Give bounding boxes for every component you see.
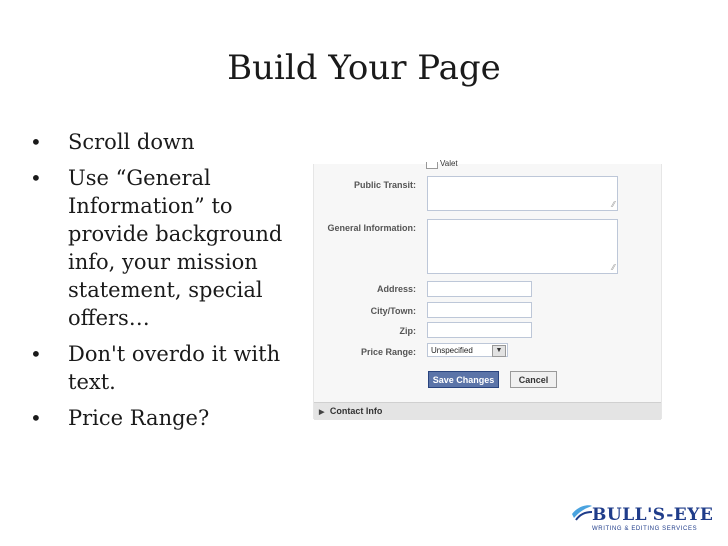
expand-arrow-icon[interactable]: ▶ [319,409,325,416]
bullet-dot-icon: • [30,342,42,366]
bullet-text: Use “General Information” to provide background info, your mission statement, special offers… [68,166,283,330]
bullet-text: Price Range? [68,406,210,430]
address-label: Address: [376,284,416,294]
logo-tagline: WRITING & EDITING SERVICES [592,526,698,532]
save-changes-button[interactable]: Save Changes [428,371,499,388]
bullet-item [28,404,288,432]
contact-info-section[interactable] [314,402,661,420]
bullet-text: Don't overdo it with text. [68,342,281,394]
resize-grip-icon[interactable]: ⁄⁄ [612,200,615,209]
address-input[interactable] [427,281,532,297]
bullet-dot-icon: • [30,130,42,154]
price-range-label: Price Range: [360,347,416,357]
zip-label: Zip: [399,326,416,336]
resize-grip-icon[interactable]: ⁄⁄ [612,263,615,272]
bullet-list [28,128,288,440]
general-information-textarea[interactable] [427,219,618,274]
public-transit-label: Public Transit: [353,180,416,190]
contact-info-label: Contact Info [329,406,383,416]
bullet-dot-icon: • [30,406,42,430]
bullet-item [28,340,288,396]
price-range-value: Unspecified [431,346,473,355]
zip-input[interactable] [427,322,532,338]
valet-label: Valet [440,159,458,168]
page-info-form [313,159,662,419]
logo-wordmark: BULL'S-EYE [592,505,714,525]
bullet-item [28,164,288,332]
bullet-item [28,128,288,156]
cancel-button[interactable]: Cancel [510,371,557,388]
bulls-eye-logo [570,500,714,536]
city-town-label: City/Town: [370,306,416,316]
valet-checkbox[interactable] [426,162,438,169]
price-range-select[interactable] [427,343,508,357]
bullet-text: Scroll down [68,130,195,154]
logo-swoosh-icon [570,500,594,536]
bullet-dot-icon: • [30,166,42,190]
public-transit-textarea[interactable] [427,176,618,211]
slide-title: Build Your Page [227,48,501,88]
general-information-label: General Information: [327,223,416,233]
city-town-input[interactable] [427,302,532,318]
chevron-down-icon[interactable]: ▼ [492,345,506,357]
